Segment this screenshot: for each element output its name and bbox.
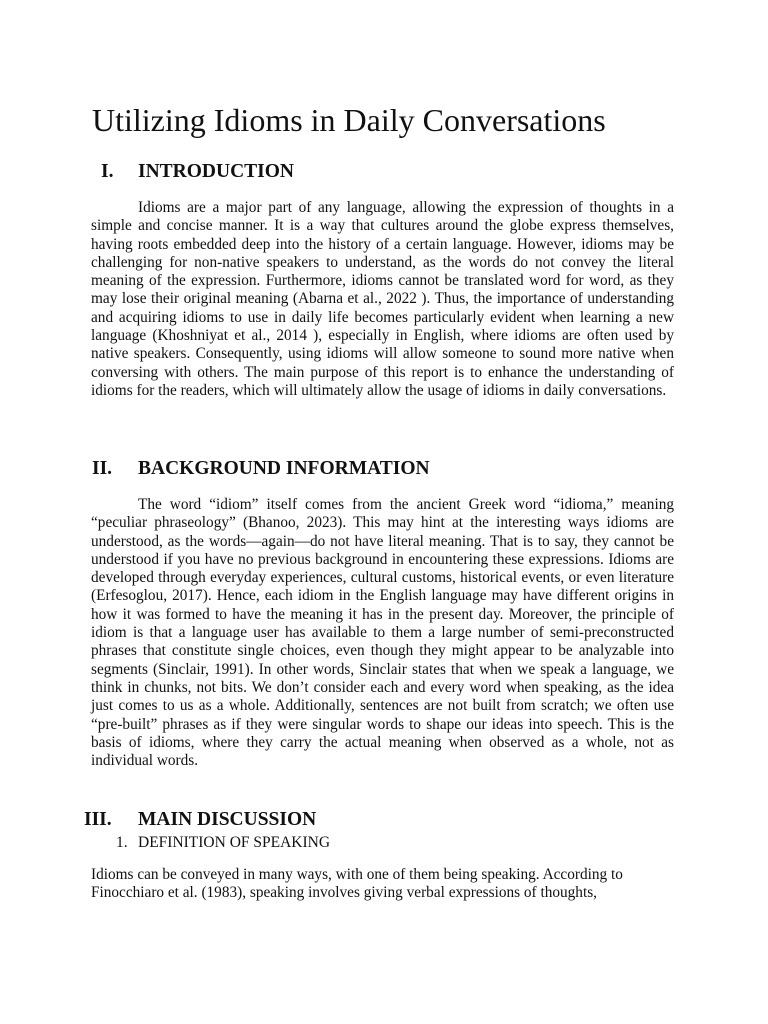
section-number: II. bbox=[92, 458, 113, 479]
section-title: MAIN DISCUSSION bbox=[138, 809, 317, 830]
main-discussion-paragraph: Idioms can be conveyed in many ways, with one of them being speaking. According to Finocchiaro et al. (1983), speaking involves giving verbal expressions of thoughts, bbox=[91, 866, 623, 902]
section-number: I. bbox=[101, 161, 114, 182]
subsection-number: 1. bbox=[116, 834, 128, 851]
section-number: III. bbox=[84, 809, 112, 830]
introduction-paragraph: Idioms are a major part of any language, allowing the expression of thoughts in a simple and concise manner. It is a way that cultures around the globe express themselves, having roots embedded deep into the history of a certain language. However, idioms may be challenging for non-native speakers to understand, as the words do not convey the literal meaning of the expression. Furthermore, idioms cannot be translated word for word, as they may lose their original meaning (Abarna et al., 2022 ). Thus, the importance of understanding and acquiring idioms to use in daily life becomes particularly evident when learning a new language (Khoshniyat et al., 2014 ), especially in English, where idioms are often used by native speakers. Consequently, using idioms will allow someone to sound more native when conversing with others. The main purpose of this report is to enhance the understanding of idioms for the readers, which will ultimately allow the usage of idioms in daily conversations. bbox=[91, 199, 674, 399]
subsection-heading-definition-of-speaking: DEFINITION OF SPEAKING bbox=[138, 834, 331, 851]
section-title: INTRODUCTION bbox=[138, 161, 295, 182]
section-title: BACKGROUND INFORMATION bbox=[138, 458, 430, 479]
document-title: Utilizing Idioms in Daily Conversations bbox=[92, 102, 606, 138]
background-paragraph: The word “idiom” itself comes from the ancient Greek word “idioma,” meaning “peculiar phraseology” (Bhanoo, 2023). This may hint at the interesting ways idioms are understood, as the words—again—do not have literal meaning. That is to say, they cannot be understood if you have no previous background in encountering these expressions. Idioms are developed through everyday experiences, cultural customs, historical events, or even literature (Erfesoglou, 2017). Hence, each idiom in the English language may have different origins in how it was formed to have the meaning it has in the present day. Moreover, the principle of idiom is that a language user has available to them a large number of semi-preconstructed phrases that constitute single choices, even though they might appear to be analyzable into segments (Sinclair, 1991). In other words, Sinclair states that when we speak a language, we think in chunks, not bits. We don’t consider each and every word when speaking, as the idea just comes to us as a whole. Additionally, sentences are not built from scratch; we often use “pre-built” phrases as if they were singular words to shape our ideas into speech. This is the basis of idioms, where they carry the actual meaning when observed as a whole, not as individual words. bbox=[91, 496, 674, 770]
